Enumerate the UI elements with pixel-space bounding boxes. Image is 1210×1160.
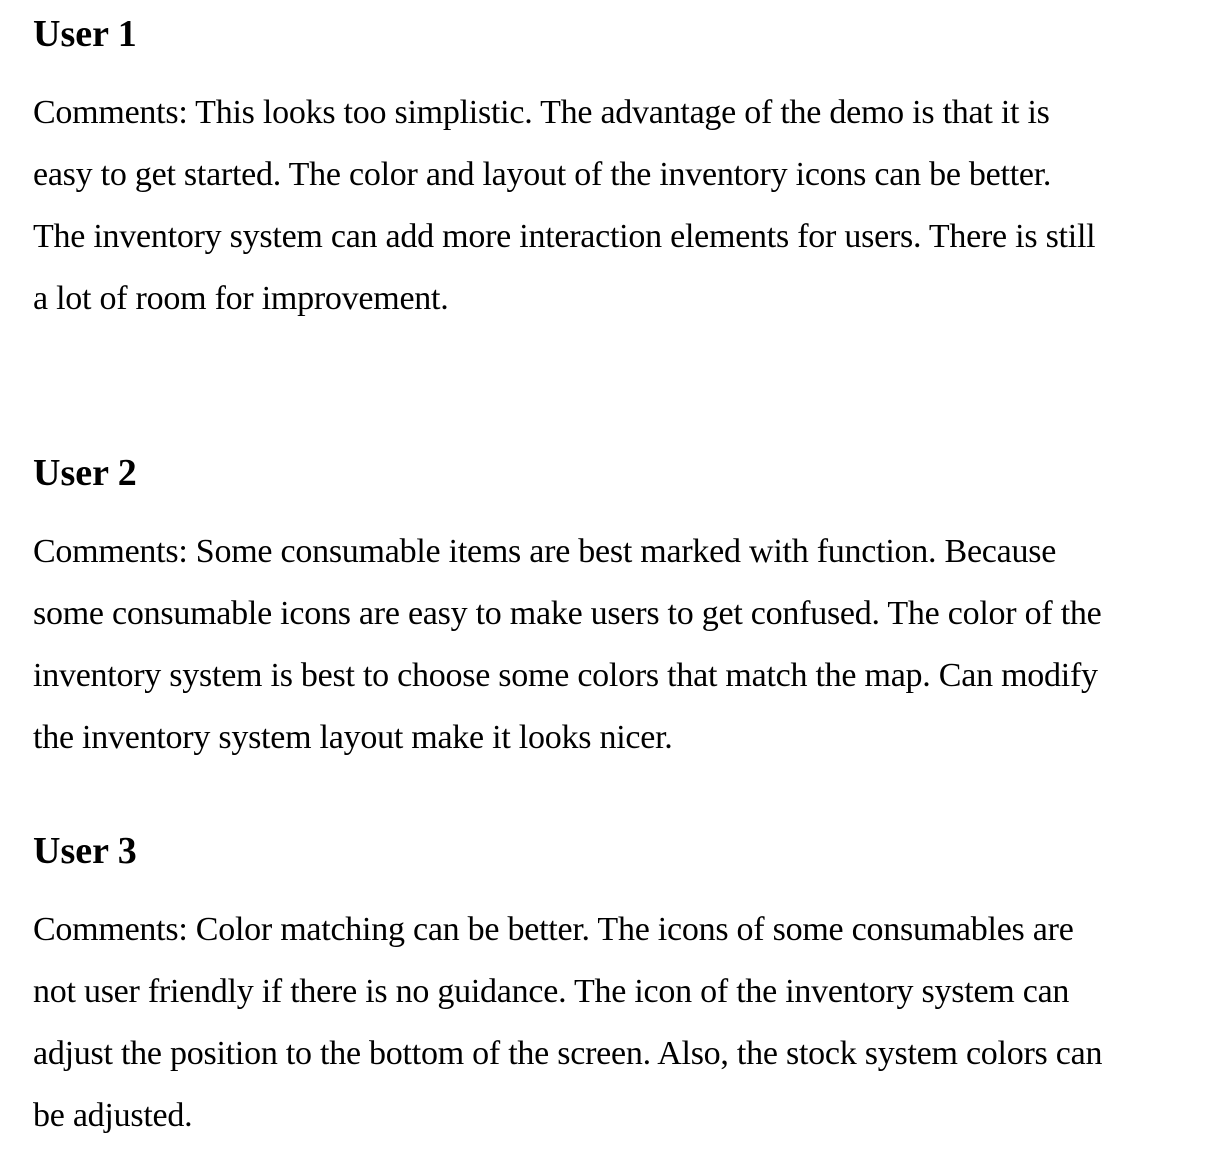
user-3-comment-line: be adjusted.: [33, 1097, 193, 1134]
user-1-comment-line: The inventory system can add more interaction elements for users. There is still: [33, 218, 1096, 255]
user-3-heading: User 3: [33, 830, 137, 872]
user-3-comment-line: Comments: Color matching can be better. The icons of some consumables are: [33, 911, 1074, 948]
user-2-comment: [33, 521, 1193, 769]
user-2-comment-line: the inventory system layout make it looks nicer.: [33, 719, 673, 756]
user-2-comment-line: Comments: Some consumable items are best marked with function. Because: [33, 533, 1057, 570]
user-3-comment: [33, 899, 1193, 1147]
user-1-comment-line: Comments: This looks too simplistic. The advantage of the demo is that it is: [33, 94, 1050, 131]
user-1-comment-line: a lot of room for improvement.: [33, 280, 449, 317]
user-1-heading: User 1: [33, 13, 137, 55]
user-2-section: [33, 451, 1193, 769]
user-2-comment-line: inventory system is best to choose some colors that match the map. Can modify: [33, 657, 1098, 694]
user-1-section: [33, 12, 1193, 330]
user-2-comment-line: some consumable icons are easy to make users to get confused. The color of the: [33, 595, 1102, 632]
user-1-comment: [33, 82, 1193, 330]
user-1-comment-line: easy to get started. The color and layout of the inventory icons can be better.: [33, 156, 1052, 193]
user-3-comment-line: not user friendly if there is no guidance. The icon of the inventory system can: [33, 973, 1070, 1010]
user-3-comment-line: adjust the position to the bottom of the screen. Also, the stock system colors can: [33, 1035, 1103, 1072]
user-3-section: [33, 829, 1193, 1147]
user-2-heading: User 2: [33, 452, 137, 494]
